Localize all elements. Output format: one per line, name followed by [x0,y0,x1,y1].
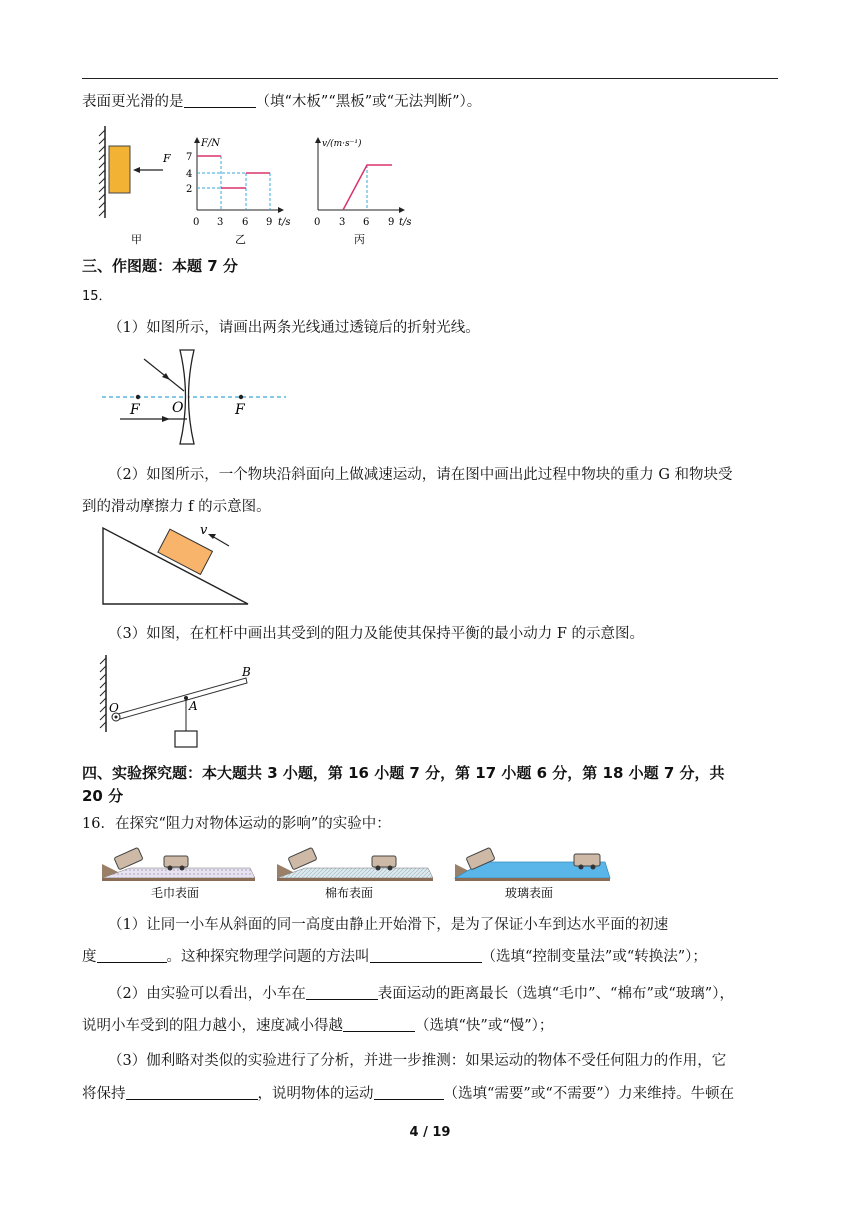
caption: 乙 [235,233,246,246]
concave-lens-figure [100,346,290,446]
q14-prefix: 表面更光滑的是 [82,94,184,110]
text-span: 说明小车受到的阻力越小，速度减小得越 [82,1018,343,1034]
q15-part3: （3）如图，在杠杆中画出其受到的阻力及能使其保持平衡的最小动力 F 的示意图。 [108,626,645,642]
answer-blank[interactable] [97,948,167,963]
y-tick: 4 [186,169,193,180]
block [109,146,130,193]
focus-label: F [130,402,140,418]
answer-blank[interactable] [370,948,482,963]
surface-label: 毛巾表面 [151,886,200,900]
q16-part3-line2 [82,1082,734,1103]
q16-part2-line2 [82,1014,553,1035]
caption: 甲 [131,233,142,246]
x-axis-label: t/s [399,217,412,228]
answer-blank[interactable] [126,1085,258,1100]
towel-track [102,847,255,881]
q16-part2-line1 [108,982,734,1003]
surface-label: 棉布表面 [325,886,374,900]
point-label: A [189,699,198,713]
q14-tail-line [82,90,481,111]
text-span: 将保持 [82,1086,126,1102]
section-4-title-line1: 四、实验探究题：本大题共 3 小题，第 16 小题 7 分，第 17 小题 6 分，第 18 小题 7 分，共 [82,764,725,782]
y-axis-label: F/N [201,138,221,149]
pivot-label: O [109,701,119,715]
glass-track [455,847,610,881]
answer-blank[interactable] [306,985,378,1000]
cloth-track [277,847,433,881]
q14-suffix: （填“木板”“黑板”或“无法判断”）。 [255,94,482,110]
x-tick: 3 [339,217,346,228]
hanging-weight [175,731,197,747]
center-label: O [172,400,184,416]
force-time-graph [186,137,291,228]
text-span: （选填“需要”或“不需要”）力来维持。牛顿在 [443,1086,735,1102]
text-span: 。这种探究物理学问题的方法叫 [166,949,370,965]
incline-figure [100,522,255,608]
q16-part1-line1: （1）让同一小车从斜面的同一高度由静止开始滑下，是为了保证小车到达水平面的初速 [108,917,669,933]
text-span: 表面运动的距离最长（选填“毛巾”、“棉布”或“玻璃”）， [377,986,734,1002]
x-tick: 6 [242,217,249,228]
wall-block-diagram [99,126,171,218]
text-span: （选填“快”或“慢”）； [415,1018,554,1034]
q16-part1-line2 [82,945,707,966]
lever-bar [118,678,247,719]
focus-label: F [235,402,245,418]
header-rule [82,78,778,79]
force-label: F [163,152,171,165]
x-tick: 9 [388,217,395,228]
y-axis-label: v/(m·s⁻¹) [322,139,362,149]
section-3-title: 三、作图题：本题 7 分 [82,257,238,275]
y-tick: 2 [186,184,193,195]
figure-14 [95,122,425,247]
y-tick: 7 [186,152,193,163]
section-4-title-line2: 20 分 [82,787,124,805]
text-span: （选填“控制变量法”或“转换法”）； [481,949,707,965]
x-tick: 3 [217,217,224,228]
q15-number: 15． [82,289,112,304]
text-span: ，说明物体的运动 [257,1086,374,1102]
point-label: B [242,665,251,679]
caption: 丙 [354,233,365,246]
x-tick: 0 [193,217,200,228]
velocity-time-graph [314,137,412,228]
lever-figure [96,652,261,752]
text-span: 度 [82,949,97,965]
q15-part1: （1）如图所示，请画出两条光线通过透镜后的折射光线。 [108,320,480,336]
page-number: 4 / 19 [409,1125,451,1140]
q16-stem: 16．在探究“阻力对物体运动的影响”的实验中： [82,816,391,832]
answer-blank[interactable] [374,1085,444,1100]
velocity-label: v [200,523,208,538]
q15-part2-line2: 到的滑动摩擦力 f 的示意图。 [82,499,271,515]
surface-label: 玻璃表面 [505,886,554,900]
x-tick: 9 [266,217,273,228]
q15-part2-line1: （2）如图所示，一个物块沿斜面向上做减速运动，请在图中画出此过程中物块的重力 G 和物块受 [108,467,733,483]
x-tick: 6 [363,217,370,228]
surfaces-figure [100,836,615,902]
x-tick: 0 [314,217,321,228]
q16-part3-line1: （3）伽利略对类似的实验进行了分析，并进一步推测：如果运动的物体不受任何阻力的作用，它 [108,1053,727,1069]
answer-blank[interactable] [184,93,256,108]
x-axis-label: t/s [278,217,291,228]
answer-blank[interactable] [343,1017,415,1032]
text-span: （2）由实验可以看出，小车在 [108,986,306,1002]
